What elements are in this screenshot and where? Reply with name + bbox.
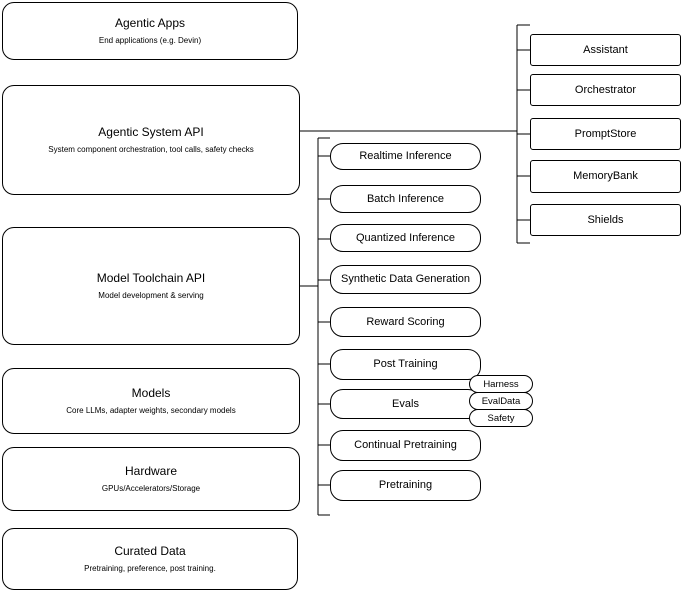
stack-layer-subtitle: GPUs/Accelerators/Storage xyxy=(101,484,201,493)
stack-layer-agentic-system-api[interactable] xyxy=(2,85,300,195)
toolchain-component-post-training[interactable] xyxy=(330,349,481,380)
eval-subcomponent-harness[interactable] xyxy=(469,375,533,393)
stack-layer-models[interactable] xyxy=(2,368,300,434)
toolchain-component-label: Reward Scoring xyxy=(366,315,445,328)
toolchain-component-batch-inference[interactable] xyxy=(330,185,481,213)
agentic-component-label: Shields xyxy=(587,213,624,226)
agentic-component-shields[interactable] xyxy=(530,204,681,236)
agentic-component-promptstore[interactable] xyxy=(530,118,681,150)
agentic-component-orchestrator[interactable] xyxy=(530,74,681,106)
toolchain-component-label: Continual Pretraining xyxy=(354,439,457,451)
toolchain-component-label: Pretraining xyxy=(378,479,433,491)
stack-layer-subtitle: Core LLMs, adapter weights, secondary models xyxy=(66,406,236,415)
eval-subcomponent-label: EvalData xyxy=(481,395,521,407)
eval-subcomponent-label: Safety xyxy=(487,412,515,424)
toolchain-component-continual-pretraining[interactable] xyxy=(330,430,481,461)
toolchain-component-label: Synthetic Data Generation xyxy=(340,273,471,285)
agentic-component-label: MemoryBank xyxy=(573,170,638,182)
agentic-component-memorybank[interactable] xyxy=(530,160,681,193)
toolchain-component-reward-scoring[interactable] xyxy=(330,307,481,337)
toolchain-component-pretraining[interactable] xyxy=(330,470,481,501)
toolchain-component-label: Batch Inference xyxy=(366,192,445,205)
stack-layer-title: Curated Data xyxy=(114,544,186,558)
stack-layer-title: Models xyxy=(131,386,171,400)
eval-subcomponent-label: Harness xyxy=(483,378,519,390)
stack-layer-subtitle: End applications (e.g. Devin) xyxy=(98,36,202,45)
stack-layer-title: Agentic System API xyxy=(98,125,204,139)
agentic-component-label: Assistant xyxy=(583,43,628,56)
stack-layer-title: Model Toolchain API xyxy=(96,271,206,285)
agentic-component-assistant[interactable] xyxy=(530,34,681,66)
stack-layer-title: Hardware xyxy=(124,464,178,478)
agentic-component-label: PromptStore xyxy=(574,127,637,140)
stack-layer-subtitle: Pretraining, preference, post training. xyxy=(84,564,216,573)
eval-subcomponent-safety[interactable] xyxy=(469,409,533,427)
eval-subcomponent-evaldata[interactable] xyxy=(469,392,533,410)
stack-layer-subtitle: Model development & serving xyxy=(98,291,204,300)
toolchain-component-label: Quantized Inference xyxy=(355,231,456,244)
stack-layer-model-toolchain-api[interactable] xyxy=(2,227,300,345)
toolchain-component-realtime-inference[interactable] xyxy=(330,143,481,170)
toolchain-component-label: Realtime Inference xyxy=(359,150,452,162)
toolchain-component-synthetic-data-generation[interactable] xyxy=(330,265,481,294)
stack-layer-hardware[interactable] xyxy=(2,447,300,511)
stack-layer-subtitle: System component orchestration, tool calls, safety checks xyxy=(48,145,254,154)
toolchain-component-label: Post Training xyxy=(373,358,438,370)
stack-layer-title: Agentic Apps xyxy=(114,16,186,30)
toolchain-component-label: Evals xyxy=(392,397,419,410)
stack-layer-agentic-apps[interactable] xyxy=(2,2,298,60)
stack-layer-curated-data[interactable] xyxy=(2,528,298,590)
toolchain-component-quantized-inference[interactable] xyxy=(330,224,481,252)
agentic-component-label: Orchestrator xyxy=(574,83,637,96)
toolchain-component-evals[interactable] xyxy=(330,389,481,419)
